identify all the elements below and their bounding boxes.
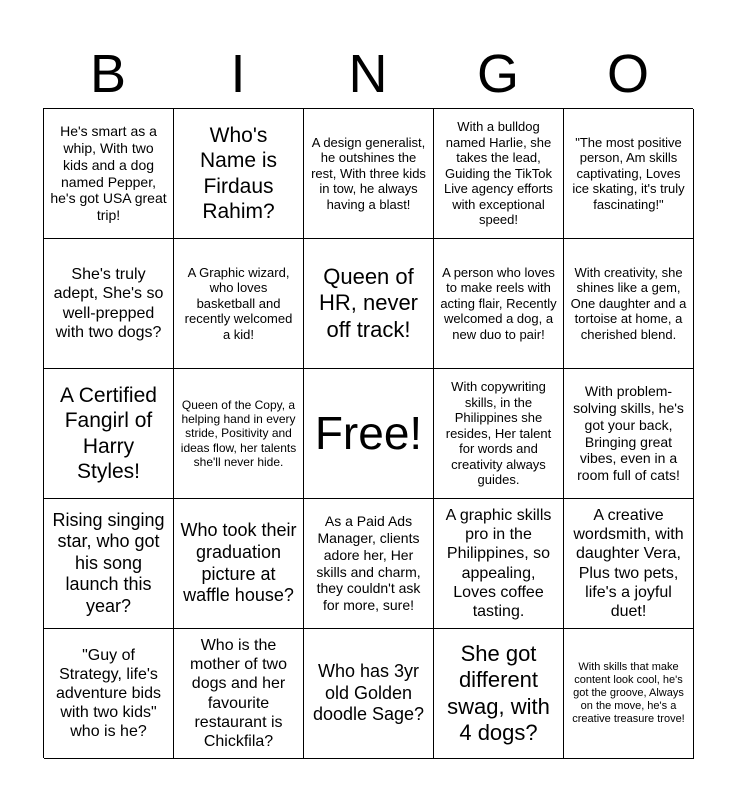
bingo-cell-n4[interactable]: As a Paid Ads Manager, clients adore her, Her skills and charm, they couldn't ask for more, sure! xyxy=(304,499,434,629)
bingo-header xyxy=(43,40,693,108)
bingo-cell-b4[interactable]: Rising singing star, who got his song launch this year? xyxy=(44,499,174,629)
bingo-cell-i1[interactable]: Who's Name is Firdaus Rahim? xyxy=(174,109,304,239)
bingo-cell-g1[interactable]: With a bulldog named Harlie, she takes the lead, Guiding the TikTok Live agency efforts with exceptional speed! xyxy=(434,109,564,239)
bingo-cell-o1[interactable]: "The most positive person, Am skills captivating, Loves ice skating, it's truly fascinating!" xyxy=(564,109,694,239)
bingo-cell-g5[interactable]: She got different swag, with 4 dogs? xyxy=(434,629,564,759)
bingo-cell-i5[interactable]: Who is the mother of two dogs and her favourite restaurant is Chickfila? xyxy=(174,629,304,759)
bingo-cell-n1[interactable]: A design generalist, he outshines the rest, With three kids in tow, he always having a blast! xyxy=(304,109,434,239)
bingo-cell-o2[interactable]: With creativity, she shines like a gem, One daughter and a tortoise at home, a cherished blend. xyxy=(564,239,694,369)
bingo-cell-g2[interactable]: A person who loves to make reels with acting flair, Recently welcomed a dog, a new duo to pair! xyxy=(434,239,564,369)
header-letter-g: G xyxy=(476,44,519,104)
bingo-cell-i2[interactable]: A Graphic wizard, who loves basketball and recently welcomed a kid! xyxy=(174,239,304,369)
bingo-cell-i3[interactable]: Queen of the Copy, a helping hand in every stride, Positivity and ideas flow, her talents she'll never hide. xyxy=(174,369,304,499)
header-letter-o: O xyxy=(606,44,649,104)
header-letter-i: I xyxy=(230,44,246,104)
bingo-cell-b1[interactable]: He's smart as a whip, With two kids and a dog named Pepper, he's got USA great trip! xyxy=(44,109,174,239)
bingo-cell-b2[interactable]: She's truly adept, She's so well-prepped with two dogs? xyxy=(44,239,174,369)
bingo-cell-o5[interactable]: With skills that make content look cool, he's got the groove, Always on the move, he's a creative treasure trove! xyxy=(564,629,694,759)
header-letter-n: N xyxy=(348,44,388,104)
bingo-cell-free: Free! xyxy=(304,369,434,499)
header-letter-b: B xyxy=(89,44,127,104)
bingo-cell-n2[interactable]: Queen of HR, never off track! xyxy=(304,239,434,369)
bingo-cell-o4[interactable]: A creative wordsmith, with daughter Vera, Plus two pets, life's a joyful duet! xyxy=(564,499,694,629)
bingo-cell-g4[interactable]: A graphic skills pro in the Philippines, so appealing, Loves coffee tasting. xyxy=(434,499,564,629)
bingo-cell-n5[interactable]: Who has 3yr old Golden doodle Sage? xyxy=(304,629,434,759)
bingo-cell-g3[interactable]: With copywriting skills, in the Philippines she resides, Her talent for words and creativity always guides. xyxy=(434,369,564,499)
bingo-cell-b3[interactable]: A Certified Fangirl of Harry Styles! xyxy=(44,369,174,499)
bingo-cell-b5[interactable]: "Guy of Strategy, life's adventure bids with two kids" who is he? xyxy=(44,629,174,759)
bingo-board xyxy=(43,108,693,758)
bingo-cell-o3[interactable]: With problem-solving skills, he's got your back, Bringing great vibes, even in a room full of cats! xyxy=(564,369,694,499)
bingo-cell-i4[interactable]: Who took their graduation picture at waffle house? xyxy=(174,499,304,629)
